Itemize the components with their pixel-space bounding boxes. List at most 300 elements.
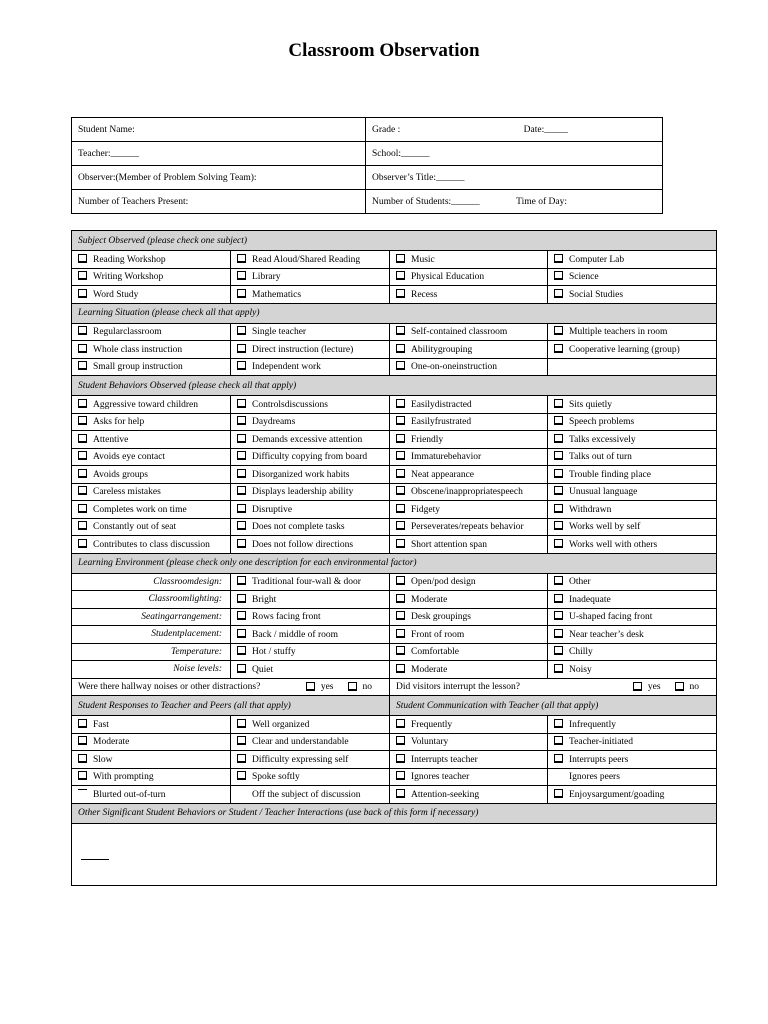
checkbox-option[interactable] <box>72 501 231 519</box>
checkbox-icon[interactable] <box>396 486 405 495</box>
checkbox-label: Slow <box>93 754 113 765</box>
checkbox-label: Fidgety <box>411 504 441 515</box>
checkbox-option[interactable] <box>231 768 390 786</box>
checkbox-option[interactable] <box>390 643 548 661</box>
checkbox-icon[interactable] <box>554 736 563 745</box>
checkbox-option[interactable] <box>72 396 231 414</box>
checkbox-label: Disruptive <box>252 504 293 515</box>
checkbox-option[interactable] <box>231 643 390 661</box>
checkbox-label: Hot / stuffy <box>252 647 296 658</box>
checkbox-option[interactable] <box>548 431 717 449</box>
checkbox-label: Clear and understandable <box>252 737 349 748</box>
checkbox-label: Contributes to class discussion <box>93 539 210 550</box>
hallway-noise-question-no-option[interactable] <box>348 682 373 692</box>
checkbox-icon[interactable] <box>554 629 563 638</box>
checkbox-option[interactable] <box>548 286 717 304</box>
checkbox-option[interactable] <box>548 413 717 431</box>
environment-row <box>72 643 717 661</box>
checkbox-option[interactable] <box>231 751 390 769</box>
checkbox-label: Independent work <box>252 362 321 373</box>
checkbox-label: Inadequate <box>569 594 611 605</box>
checkbox-option[interactable] <box>548 626 717 644</box>
checkbox-icon[interactable] <box>554 469 563 478</box>
checkbox-option[interactable] <box>231 268 390 286</box>
checkbox-icon[interactable] <box>554 254 563 263</box>
checkbox-label: Talks out of turn <box>569 452 632 463</box>
checkbox-label: Rows facing front <box>252 612 321 623</box>
checkbox-option[interactable] <box>548 323 717 341</box>
checkbox-option[interactable] <box>231 608 390 626</box>
checkbox-label: Blurted out-of-turn <box>93 789 166 800</box>
checkbox-icon[interactable] <box>237 629 246 638</box>
checkbox-label: Other <box>569 577 591 588</box>
checkbox-label: Daydreams <box>252 417 296 428</box>
checkbox-label: Trouble finding place <box>569 469 651 480</box>
checkbox-icon[interactable] <box>396 504 405 513</box>
checkbox-option[interactable] <box>72 518 231 536</box>
checkbox-option[interactable] <box>548 716 717 734</box>
checkbox-icon[interactable] <box>78 399 87 408</box>
checkbox-option[interactable] <box>231 733 390 751</box>
checkbox-icon[interactable] <box>78 486 87 495</box>
checkbox-option[interactable] <box>548 751 717 769</box>
checkbox-label: Obscene/inappropriatespeech <box>411 487 523 498</box>
checkbox-option[interactable] <box>231 323 390 341</box>
checkbox-option[interactable] <box>72 358 231 376</box>
checkbox-option[interactable] <box>390 733 548 751</box>
checkbox-icon[interactable] <box>675 682 684 691</box>
hallway-noise-question <box>72 678 390 696</box>
checkbox-label: Moderate <box>411 594 448 605</box>
checkbox-icon[interactable] <box>306 682 315 691</box>
checkbox-icon[interactable] <box>78 289 87 298</box>
checkbox-option[interactable] <box>390 358 548 376</box>
checkbox-icon[interactable] <box>237 539 246 548</box>
checkbox-option[interactable] <box>548 396 717 414</box>
checkbox-option[interactable] <box>390 251 548 269</box>
hallway-noise-question-yes-option[interactable] <box>306 682 334 692</box>
checkbox-option[interactable] <box>548 268 717 286</box>
checkbox-icon[interactable] <box>554 754 563 763</box>
checkbox-icon[interactable] <box>78 539 87 548</box>
checkbox-option[interactable] <box>548 448 717 466</box>
checkbox-option[interactable] <box>390 591 548 609</box>
checkbox-option[interactable] <box>548 661 717 679</box>
checkbox-icon[interactable] <box>396 736 405 745</box>
checkbox-label: Physical Education <box>411 272 485 283</box>
checkbox-option[interactable] <box>390 413 548 431</box>
checkbox-label: Noisy <box>569 664 592 675</box>
checkbox-label: Short attention span <box>411 539 487 550</box>
checkbox-label: Difficulty expressing self <box>252 754 349 765</box>
checkbox-option[interactable] <box>72 786 231 804</box>
checkbox-icon[interactable] <box>554 504 563 513</box>
date-field[interactable]: Date:_____ <box>523 124 568 135</box>
checkbox-icon[interactable] <box>554 789 563 798</box>
checkbox-option[interactable] <box>390 536 548 554</box>
checkbox-option[interactable] <box>390 323 548 341</box>
checkbox-option[interactable] <box>390 483 548 501</box>
checkbox-row <box>72 786 717 804</box>
checkbox-row <box>72 413 717 431</box>
checkbox-icon[interactable] <box>396 416 405 425</box>
checkbox-option[interactable] <box>390 768 548 786</box>
checkbox-option[interactable] <box>548 643 717 661</box>
checkbox-label: no <box>689 681 700 692</box>
checkbox-option[interactable] <box>548 786 717 804</box>
checkbox-icon[interactable] <box>237 504 246 513</box>
checkbox-icon[interactable] <box>554 646 563 655</box>
checkbox-icon[interactable] <box>78 344 87 353</box>
checkbox-icon[interactable] <box>396 539 405 548</box>
checkbox-option[interactable] <box>72 268 231 286</box>
checkbox-icon[interactable] <box>554 521 563 530</box>
checkbox-option[interactable] <box>72 751 231 769</box>
student-name-field[interactable]: Student Name: <box>72 118 366 142</box>
visitors-interrupt-question-no-option[interactable] <box>675 682 700 692</box>
checkbox-icon[interactable] <box>78 469 87 478</box>
checkbox-icon[interactable] <box>554 399 563 408</box>
checkbox-option[interactable] <box>231 431 390 449</box>
checkbox-option[interactable] <box>72 323 231 341</box>
checkbox-icon[interactable] <box>396 646 405 655</box>
checkbox-option[interactable] <box>72 536 231 554</box>
checkbox-icon[interactable] <box>78 326 87 335</box>
checkbox-icon[interactable] <box>554 434 563 443</box>
section-student-behaviors-label: Student Behaviors Observed (please check all that apply) <box>72 376 717 396</box>
checkbox-label: Spoke softly <box>252 772 300 783</box>
checkbox-option[interactable] <box>548 341 717 359</box>
checkbox-icon[interactable] <box>237 344 246 353</box>
checkbox-icon[interactable] <box>237 271 246 280</box>
checkbox-label: Self-contained classroom <box>411 327 508 338</box>
checkbox-icon[interactable] <box>396 434 405 443</box>
checkbox-option[interactable] <box>231 518 390 536</box>
notes-underline <box>81 859 109 860</box>
checkbox-row <box>72 286 717 304</box>
checkbox-label: Social Studies <box>569 289 624 300</box>
checkbox-label: Ignores peers <box>569 772 620 783</box>
checkbox-icon[interactable] <box>554 326 563 335</box>
section-other-interactions-label: Other Significant Student Behaviors or Student / Teacher Interactions (use back of this form if necessary) <box>72 803 717 823</box>
checkbox-option[interactable] <box>390 573 548 591</box>
checkbox-icon[interactable] <box>78 254 87 263</box>
checkbox-icon[interactable] <box>396 789 405 798</box>
checkbox-label: Displays leadership ability <box>252 487 354 498</box>
checkbox-option[interactable] <box>548 608 717 626</box>
checkbox-row <box>72 518 717 536</box>
checkbox-icon[interactable] <box>396 664 405 673</box>
checkbox-icon[interactable] <box>237 326 246 335</box>
checkbox-icon[interactable] <box>237 289 246 298</box>
checkbox-label: Music <box>411 254 435 265</box>
checkbox-icon[interactable] <box>78 521 87 530</box>
checkbox-option[interactable] <box>231 286 390 304</box>
time-of-day-field[interactable]: Time of Day: <box>516 196 567 207</box>
school-field[interactable]: School:______ <box>366 142 663 166</box>
checkbox-option[interactable] <box>548 768 717 786</box>
section-learning-situation <box>72 303 717 323</box>
checkbox-label: Word Study <box>93 289 139 300</box>
checkbox-label: Attentive <box>93 434 129 445</box>
checkbox-option[interactable] <box>231 341 390 359</box>
checkbox-label: Easilydistracted <box>411 399 472 410</box>
num-teachers-field[interactable]: Number of Teachers Present: <box>72 190 366 214</box>
checkbox-icon[interactable] <box>237 469 246 478</box>
checkbox-option[interactable] <box>231 396 390 414</box>
checkbox-row <box>72 396 717 414</box>
checkbox-option[interactable] <box>548 573 717 591</box>
environment-row <box>72 591 717 609</box>
checkbox-icon[interactable] <box>396 469 405 478</box>
checkbox-label: Voluntary <box>411 737 449 748</box>
checkbox-option[interactable] <box>390 716 548 734</box>
checkbox-icon[interactable] <box>237 771 246 780</box>
checkbox-label: Enjoysargument/goading <box>569 789 665 800</box>
checkbox-icon[interactable] <box>396 451 405 460</box>
checkbox-option[interactable] <box>72 466 231 484</box>
checkbox-icon[interactable] <box>554 344 563 353</box>
checkbox-row <box>72 751 717 769</box>
checkbox-option[interactable] <box>390 268 548 286</box>
checkbox-label: Regularclassroom <box>93 327 162 338</box>
checkbox-option[interactable] <box>390 341 548 359</box>
checkbox-option[interactable] <box>548 251 717 269</box>
checkbox-option[interactable] <box>390 396 548 414</box>
checkbox-option[interactable] <box>548 733 717 751</box>
checkbox-row <box>72 251 717 269</box>
checkbox-icon[interactable] <box>396 611 405 620</box>
checkbox-row <box>72 358 717 376</box>
checkbox-row <box>72 341 717 359</box>
checkbox-option[interactable] <box>390 448 548 466</box>
checkbox-icon[interactable] <box>554 451 563 460</box>
checkbox-option[interactable] <box>548 501 717 519</box>
checkbox-icon[interactable] <box>396 254 405 263</box>
checkbox-option[interactable] <box>72 448 231 466</box>
checkbox-option[interactable] <box>390 661 548 679</box>
checkbox-icon[interactable] <box>554 771 563 780</box>
checkbox-option[interactable] <box>231 413 390 431</box>
checkbox-icon[interactable] <box>237 611 246 620</box>
checkbox-option[interactable] <box>231 251 390 269</box>
environment-factor-label: Temperature: <box>72 643 231 661</box>
checkbox-icon[interactable] <box>78 719 87 728</box>
checkbox-label: Interrupts teacher <box>411 754 478 765</box>
num-students-field[interactable]: Number of Students:______ <box>372 196 480 207</box>
checkbox-icon[interactable] <box>237 754 246 763</box>
observer-field[interactable]: Observer:(Member of Problem Solving Team): <box>72 166 366 190</box>
checkbox-icon[interactable] <box>554 486 563 495</box>
checkbox-icon[interactable] <box>78 754 87 763</box>
checkbox-icon[interactable] <box>78 361 87 370</box>
section-other-interactions <box>72 803 717 823</box>
checkbox-label: Read Aloud/Shared Reading <box>252 254 361 265</box>
environment-factor-label: Classroomlighting: <box>72 591 231 609</box>
checkbox-icon[interactable] <box>554 594 563 603</box>
checkbox-label: Library <box>252 272 281 283</box>
checkbox-option[interactable] <box>72 716 231 734</box>
checkbox-row <box>72 536 717 554</box>
checkbox-option[interactable] <box>390 286 548 304</box>
checkbox-option[interactable] <box>390 608 548 626</box>
checkbox-option[interactable] <box>231 786 390 804</box>
checkbox-label: Traditional four-wall & door <box>252 577 361 588</box>
checkbox-icon[interactable] <box>78 771 87 780</box>
checkbox-option[interactable] <box>548 536 717 554</box>
checkbox-option[interactable] <box>72 733 231 751</box>
checkbox-label: Mathematics <box>252 289 302 300</box>
checkbox-option[interactable] <box>231 716 390 734</box>
checkbox-option[interactable] <box>548 466 717 484</box>
grade-field[interactable]: Grade : <box>372 124 401 135</box>
section-student-behaviors <box>72 376 717 396</box>
checkbox-label: yes <box>320 681 334 692</box>
checkbox-icon[interactable] <box>237 719 246 728</box>
visitors-interrupt-question-text: Did visitors interrupt the lesson? <box>396 681 521 692</box>
checkbox-label: Recess <box>411 289 438 300</box>
checkbox-label: Science <box>569 272 599 283</box>
checkbox-option[interactable] <box>72 341 231 359</box>
checkbox-icon[interactable] <box>78 271 87 280</box>
checkbox-icon[interactable] <box>237 254 246 263</box>
checkbox-option[interactable] <box>548 518 717 536</box>
students-time-cell[interactable] <box>366 190 663 214</box>
checkbox-option[interactable] <box>231 501 390 519</box>
checkbox-option[interactable] <box>548 591 717 609</box>
checkbox-icon[interactable] <box>237 416 246 425</box>
checkbox-icon[interactable] <box>237 451 246 460</box>
checkbox-icon[interactable] <box>348 682 357 691</box>
checkbox-option[interactable] <box>231 483 390 501</box>
checkbox-icon[interactable] <box>237 361 246 370</box>
checkbox-icon[interactable] <box>396 719 405 728</box>
checkbox-option[interactable] <box>390 501 548 519</box>
checkbox-icon[interactable] <box>78 451 87 460</box>
checkbox-icon[interactable] <box>396 594 405 603</box>
checkbox-icon[interactable] <box>396 326 405 335</box>
environment-factor-label: Classroomdesign: <box>72 573 231 591</box>
checkbox-icon[interactable] <box>78 789 87 793</box>
checkbox-label: Neat appearance <box>411 469 475 480</box>
checkbox-label: Multiple teachers in room <box>569 327 668 338</box>
distraction-questions-row <box>72 678 717 696</box>
checkbox-label: Perseverates/repeats behavior <box>411 522 524 533</box>
teacher-field[interactable]: Teacher:______ <box>72 142 366 166</box>
checkbox-icon[interactable] <box>396 771 405 780</box>
environment-factor-label: Seatingarrangement: <box>72 608 231 626</box>
checkbox-option[interactable] <box>390 786 548 804</box>
checkbox-label: Sits quietly <box>569 399 613 410</box>
checkbox-label: Completes work on time <box>93 504 187 515</box>
checkbox-icon[interactable] <box>396 289 405 298</box>
checkbox-icon[interactable] <box>237 521 246 530</box>
checkbox-icon[interactable] <box>237 486 246 495</box>
checkbox-icon[interactable] <box>554 576 563 585</box>
checkbox-icon[interactable] <box>396 344 405 353</box>
checkbox-icon[interactable] <box>78 504 87 513</box>
checkbox-option[interactable] <box>72 286 231 304</box>
checkbox-option[interactable] <box>231 591 390 609</box>
checkbox-option[interactable] <box>390 431 548 449</box>
checkbox-option[interactable] <box>231 573 390 591</box>
checkbox-label: Interrupts peers <box>569 754 629 765</box>
checkbox-option[interactable] <box>72 413 231 431</box>
checkbox-label: Speech problems <box>569 417 635 428</box>
checkbox-icon[interactable] <box>396 576 405 585</box>
checkbox-icon[interactable] <box>237 576 246 585</box>
checkbox-icon[interactable] <box>237 434 246 443</box>
checkbox-label: Asks for help <box>93 417 145 428</box>
checkbox-label: Disorganized work habits <box>252 469 350 480</box>
checkbox-option[interactable] <box>390 518 548 536</box>
checkbox-icon[interactable] <box>237 646 246 655</box>
checkbox-label: Single teacher <box>252 327 307 338</box>
checkbox-icon[interactable] <box>396 754 405 763</box>
checkbox-icon[interactable] <box>78 416 87 425</box>
checkbox-option[interactable] <box>231 536 390 554</box>
checkbox-option[interactable] <box>390 751 548 769</box>
checkbox-icon[interactable] <box>554 271 563 280</box>
checkbox-icon[interactable] <box>237 594 246 603</box>
checkbox-icon[interactable] <box>78 434 87 443</box>
checkbox-icon[interactable] <box>554 539 563 548</box>
checkbox-icon[interactable] <box>396 399 405 408</box>
checkbox-option[interactable] <box>231 358 390 376</box>
checkbox-icon[interactable] <box>396 271 405 280</box>
checkbox-option[interactable] <box>390 466 548 484</box>
checkbox-option[interactable] <box>231 626 390 644</box>
checkbox-icon[interactable] <box>396 521 405 530</box>
observer-title-field[interactable]: Observer’s Title:______ <box>366 166 663 190</box>
checkbox-label: Bright <box>252 594 277 605</box>
grade-date-cell[interactable] <box>366 118 663 142</box>
checkbox-icon[interactable] <box>396 361 405 370</box>
checkbox-option[interactable] <box>390 626 548 644</box>
checkbox-option[interactable] <box>72 483 231 501</box>
visitors-interrupt-question-yes-option[interactable] <box>633 682 661 692</box>
checkbox-icon[interactable] <box>554 719 563 728</box>
checkbox-icon[interactable] <box>78 736 87 745</box>
checkbox-option[interactable] <box>231 466 390 484</box>
checkbox-icon[interactable] <box>554 289 563 298</box>
checkbox-option[interactable] <box>72 431 231 449</box>
checkbox-option[interactable] <box>548 483 717 501</box>
other-notes-area[interactable] <box>72 823 717 885</box>
checkbox-option[interactable] <box>72 768 231 786</box>
checkbox-icon[interactable] <box>237 736 246 745</box>
checkbox-label: yes <box>647 681 661 692</box>
checkbox-option[interactable] <box>231 448 390 466</box>
checkbox-label: Front of room <box>411 629 465 640</box>
checkbox-label: Whole class instruction <box>93 344 183 355</box>
section-subject-observed <box>72 231 717 251</box>
checkbox-icon[interactable] <box>396 629 405 638</box>
checkbox-icon[interactable] <box>237 664 246 673</box>
checkbox-icon[interactable] <box>237 399 246 408</box>
checkbox-option[interactable] <box>72 251 231 269</box>
checkbox-row <box>72 448 717 466</box>
checkbox-icon[interactable] <box>633 682 642 691</box>
checkbox-option[interactable] <box>231 661 390 679</box>
checkbox-label: Teacher-initiated <box>569 737 634 748</box>
checkbox-icon[interactable] <box>554 611 563 620</box>
checkbox-label: With prompting <box>93 772 154 783</box>
checkbox-icon[interactable] <box>237 789 246 798</box>
checkbox-icon[interactable] <box>554 416 563 425</box>
checkbox-icon[interactable] <box>554 664 563 673</box>
checkbox-label: Works well by self <box>569 522 641 533</box>
